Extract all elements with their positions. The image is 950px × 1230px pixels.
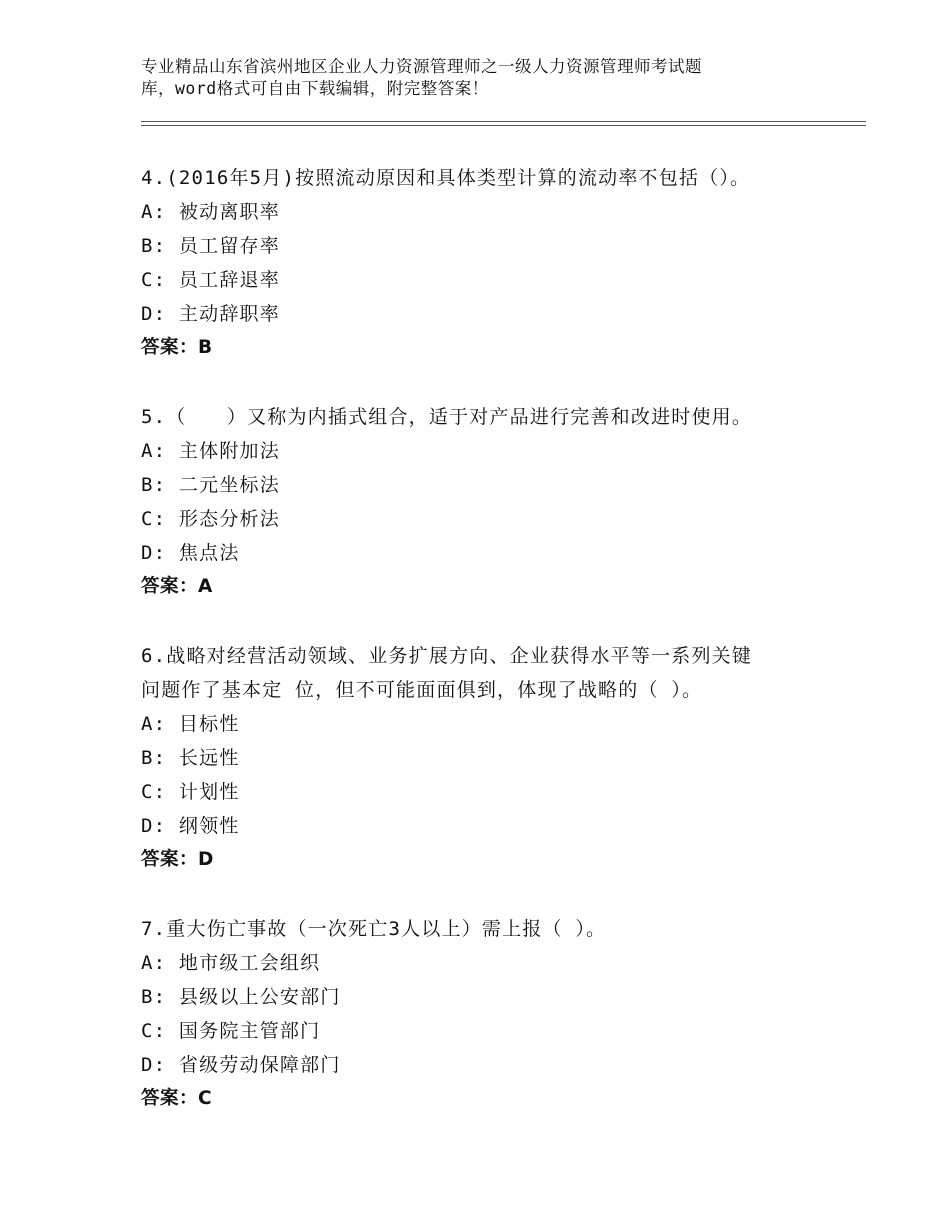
option-b: B: 员工留存率 bbox=[141, 235, 280, 257]
option-a: A: 地市级工会组织 bbox=[141, 952, 321, 974]
option-b: B: 二元坐标法 bbox=[141, 474, 280, 496]
header-divider-top bbox=[141, 121, 866, 122]
question-6 bbox=[141, 639, 821, 877]
question-5 bbox=[141, 400, 821, 604]
option-d: D: 主动辞职率 bbox=[141, 303, 280, 325]
question-stem-line-2: 问题作了基本定 位，但不可能面面俱到，体现了战略的（ ）。 bbox=[141, 679, 703, 701]
option-b: B: 长远性 bbox=[141, 747, 240, 769]
answer-label: 答案：D bbox=[141, 849, 214, 870]
option-a: A: 被动离职率 bbox=[141, 201, 280, 223]
option-c: C: 国务院主管部门 bbox=[141, 1020, 321, 1042]
option-c: C: 形态分析法 bbox=[141, 508, 280, 530]
option-d: D: 焦点法 bbox=[141, 542, 240, 564]
question-stem-line-1: 6.战略对经营活动领域、业务扩展方向、企业获得水平等一系列关键 bbox=[141, 645, 753, 667]
option-a: A: 目标性 bbox=[141, 713, 240, 735]
option-c: C: 员工辞退率 bbox=[141, 269, 280, 291]
option-c: C: 计划性 bbox=[141, 781, 240, 803]
question-stem: 4.(2016年5月)按照流动原因和具体类型计算的流动率不包括（）。 bbox=[141, 167, 751, 189]
option-d: D: 纲领性 bbox=[141, 815, 240, 837]
answer-label: 答案：A bbox=[141, 576, 213, 597]
header-divider-bottom bbox=[141, 125, 866, 126]
question-7 bbox=[141, 912, 821, 1116]
question-stem: 5.（ ）又称为内插式组合，适于对产品进行完善和改进时使用。 bbox=[141, 406, 753, 428]
header-title-line-2: 库，word格式可自由下载编辑，附完整答案！ bbox=[141, 79, 489, 98]
question-stem: 7.重大伤亡事故（一次死亡3人以上）需上报（ ）。 bbox=[141, 918, 607, 940]
answer-label: 答案：B bbox=[141, 337, 213, 358]
question-4 bbox=[141, 161, 821, 365]
option-a: A: 主体附加法 bbox=[141, 440, 280, 462]
answer-label: 答案：C bbox=[141, 1088, 213, 1109]
document-header bbox=[141, 56, 781, 100]
header-title-line-1: 专业精品山东省滨州地区企业人力资源管理师之一级人力资源管理师考试题 bbox=[141, 57, 702, 76]
option-b: B: 县级以上公安部门 bbox=[141, 986, 341, 1008]
option-d: D: 省级劳动保障部门 bbox=[141, 1054, 341, 1076]
